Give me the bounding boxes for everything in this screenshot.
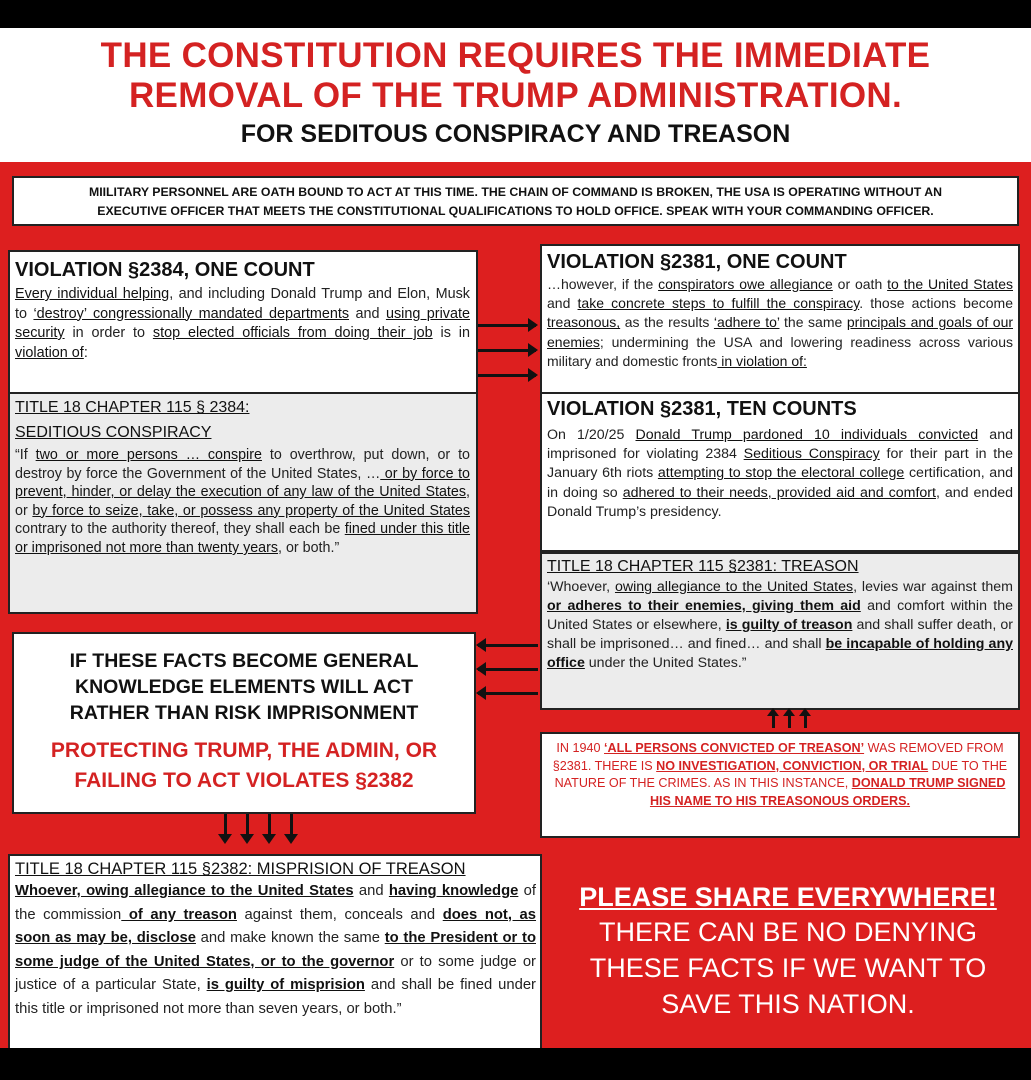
- arrow-right-1: [478, 324, 536, 327]
- violation-2381-ten-text: On 1/20/25 Donald Trump pardoned 10 individuals convicted and imprisoned for violating 2384 Seditious Conspiracy for their part in the January 6th riots attempting to stop the electoral college certification, and in doing so adhered to their needs, provided aid and comfort, and ended Donald Trump’s presidency.: [547, 427, 1013, 520]
- arrow-down-2: [246, 814, 249, 838]
- headline-subtitle: FOR SEDITOUS CONSPIRACY AND TREASON: [240, 120, 791, 148]
- title18-2384-box: [8, 392, 478, 614]
- headline-line1: THE CONSTITUTION REQUIRES THE IMMEDIATE: [100, 36, 931, 75]
- arrow-left-2: [478, 668, 538, 671]
- share-line3: THESE FACTS IF WE WANT TO: [589, 953, 987, 983]
- violation-2381-one-box: [540, 244, 1020, 394]
- violation-2384-text: Every individual helping, and including Donald Trump and Elon, Musk to ‘destroy’ congressionally mandated departments and using private security in order to stop elected officials from doing their job is in violation of:: [15, 286, 470, 361]
- facts-line1: IF THESE FACTS BECOME GENERAL: [69, 650, 419, 672]
- title18-2384-text: “If two or more persons … conspire to overthrow, put down, or to destroy by force the Government of the United States, … or by force to prevent, hinder, or delay the execution of any law of the United States, or by force to seize, take, or possess any property of the United States contrary to the authority thereof, they shall each be fined under this title or imprisoned not more than twenty years, or both.”: [15, 447, 471, 556]
- title18-2384-title: TITLE 18 CHAPTER 115 § 2384:: [15, 399, 250, 416]
- facts-line3: RATHER THAN RISK IMPRISONMENT: [69, 702, 419, 724]
- title18-2384-subtitle: SEDITIOUS CONSPIRACY: [15, 424, 212, 441]
- headline-line2: REMOVAL OF THE TRUMP ADMINISTRATION.: [128, 76, 902, 115]
- title18-2381-text: ‘Whoever, owing allegiance to the United States, levies war against them or adheres to their enemies, giving them aid and comfort within the United States or elsewhere, is guilty of treason and shall suffer death, or shall be imprisoned… and fined… and shall be incapable of holding any office under the United States.”: [547, 579, 1013, 671]
- note-1940-box: IN 1940 ‘ALL PERSONS CONVICTED OF TREASON’ WAS REMOVED FROM §2381. THERE IS NO INVESTIGATION, CONVICTION, OR TRIAL DUE TO THE NATURE OF THE CRIMES. AS IN THIS INSTANCE, DONALD TRUMP SIGNED HIS NAME TO HIS TREASONOUS ORDERS.: [540, 732, 1020, 838]
- arrow-down-3: [268, 814, 271, 838]
- title18-2382-title: TITLE 18 CHAPTER 115 §2382: MISPRISION OF TREASON: [15, 860, 466, 878]
- facts-box: [12, 632, 476, 814]
- share-line4: SAVE THIS NATION.: [661, 989, 915, 1019]
- arrow-right-3: [478, 374, 536, 377]
- arrow-down-4: [290, 814, 293, 838]
- title18-2381-title: TITLE 18 CHAPTER 115 §2381: TREASON: [547, 558, 859, 575]
- arrow-left-1: [478, 644, 538, 647]
- arrow-up-2: [788, 714, 791, 728]
- arrow-up-3: [804, 714, 807, 728]
- poster: [0, 28, 1031, 1048]
- violation-2384-title: VIOLATION §2384, ONE COUNT: [15, 259, 315, 281]
- arrow-up-1: [772, 714, 775, 728]
- arrow-down-1: [224, 814, 227, 838]
- banner-line1: MIILITARY PERSONNEL ARE OATH BOUND TO ACT AT THIS TIME. THE CHAIN OF COMMAND IS BROKEN, THE USA IS OPERATING WITHOUT AN: [88, 185, 943, 199]
- violation-2381-ten-title: VIOLATION §2381, TEN COUNTS: [547, 398, 857, 420]
- share-block: [548, 880, 1028, 1022]
- share-line2: THERE CAN BE NO DENYING: [598, 917, 978, 947]
- facts-red-line2: FAILING TO ACT VIOLATES §2382: [74, 769, 414, 792]
- violation-2384-box: [8, 250, 478, 408]
- violation-2381-one-text: …however, if the conspirators owe allegiance or oath to the United States and take concrete steps to fulfill the conspiracy. those actions become treasonous, as the results ‘adhere to’ the same principals and goals of our enemies; undermining the USA and lowering readiness across various military and domestic fronts in violation of:: [547, 276, 1014, 369]
- facts-red-line1: PROTECTING TRUMP, THE ADMIN, OR: [50, 739, 438, 762]
- header: [0, 28, 1031, 162]
- share-line1: PLEASE SHARE EVERYWHERE!: [579, 882, 997, 912]
- facts-line2: KNOWLEDGE ELEMENTS WILL ACT: [75, 676, 413, 698]
- violation-2381-ten-box: [540, 392, 1020, 552]
- violation-2381-one-title: VIOLATION §2381, ONE COUNT: [547, 251, 847, 273]
- arrow-left-3: [478, 692, 538, 695]
- military-banner: [12, 176, 1019, 226]
- banner-line2: EXECUTIVE OFFICER THAT MEETS THE CONSTITUTIONAL QUALIFICATIONS TO HOLD OFFICE. SPEAK WITH YOUR COMMANDING OFFICER.: [97, 204, 934, 218]
- title18-2381-box: [540, 552, 1020, 710]
- title18-2382-box: [8, 854, 542, 1048]
- title18-2382-text: Whoever, owing allegiance to the United States and having knowledge of the commission of any treason against them, conceals and does not, as soon as may be, disclose and make known the same to the President or to some judge of the United States, or to the governor or to some judge or justice of a particular State, is guilty of misprision and shall be fined under this title or imprisoned not more than seven years, or both.”: [15, 883, 537, 1017]
- arrow-right-2: [478, 349, 536, 352]
